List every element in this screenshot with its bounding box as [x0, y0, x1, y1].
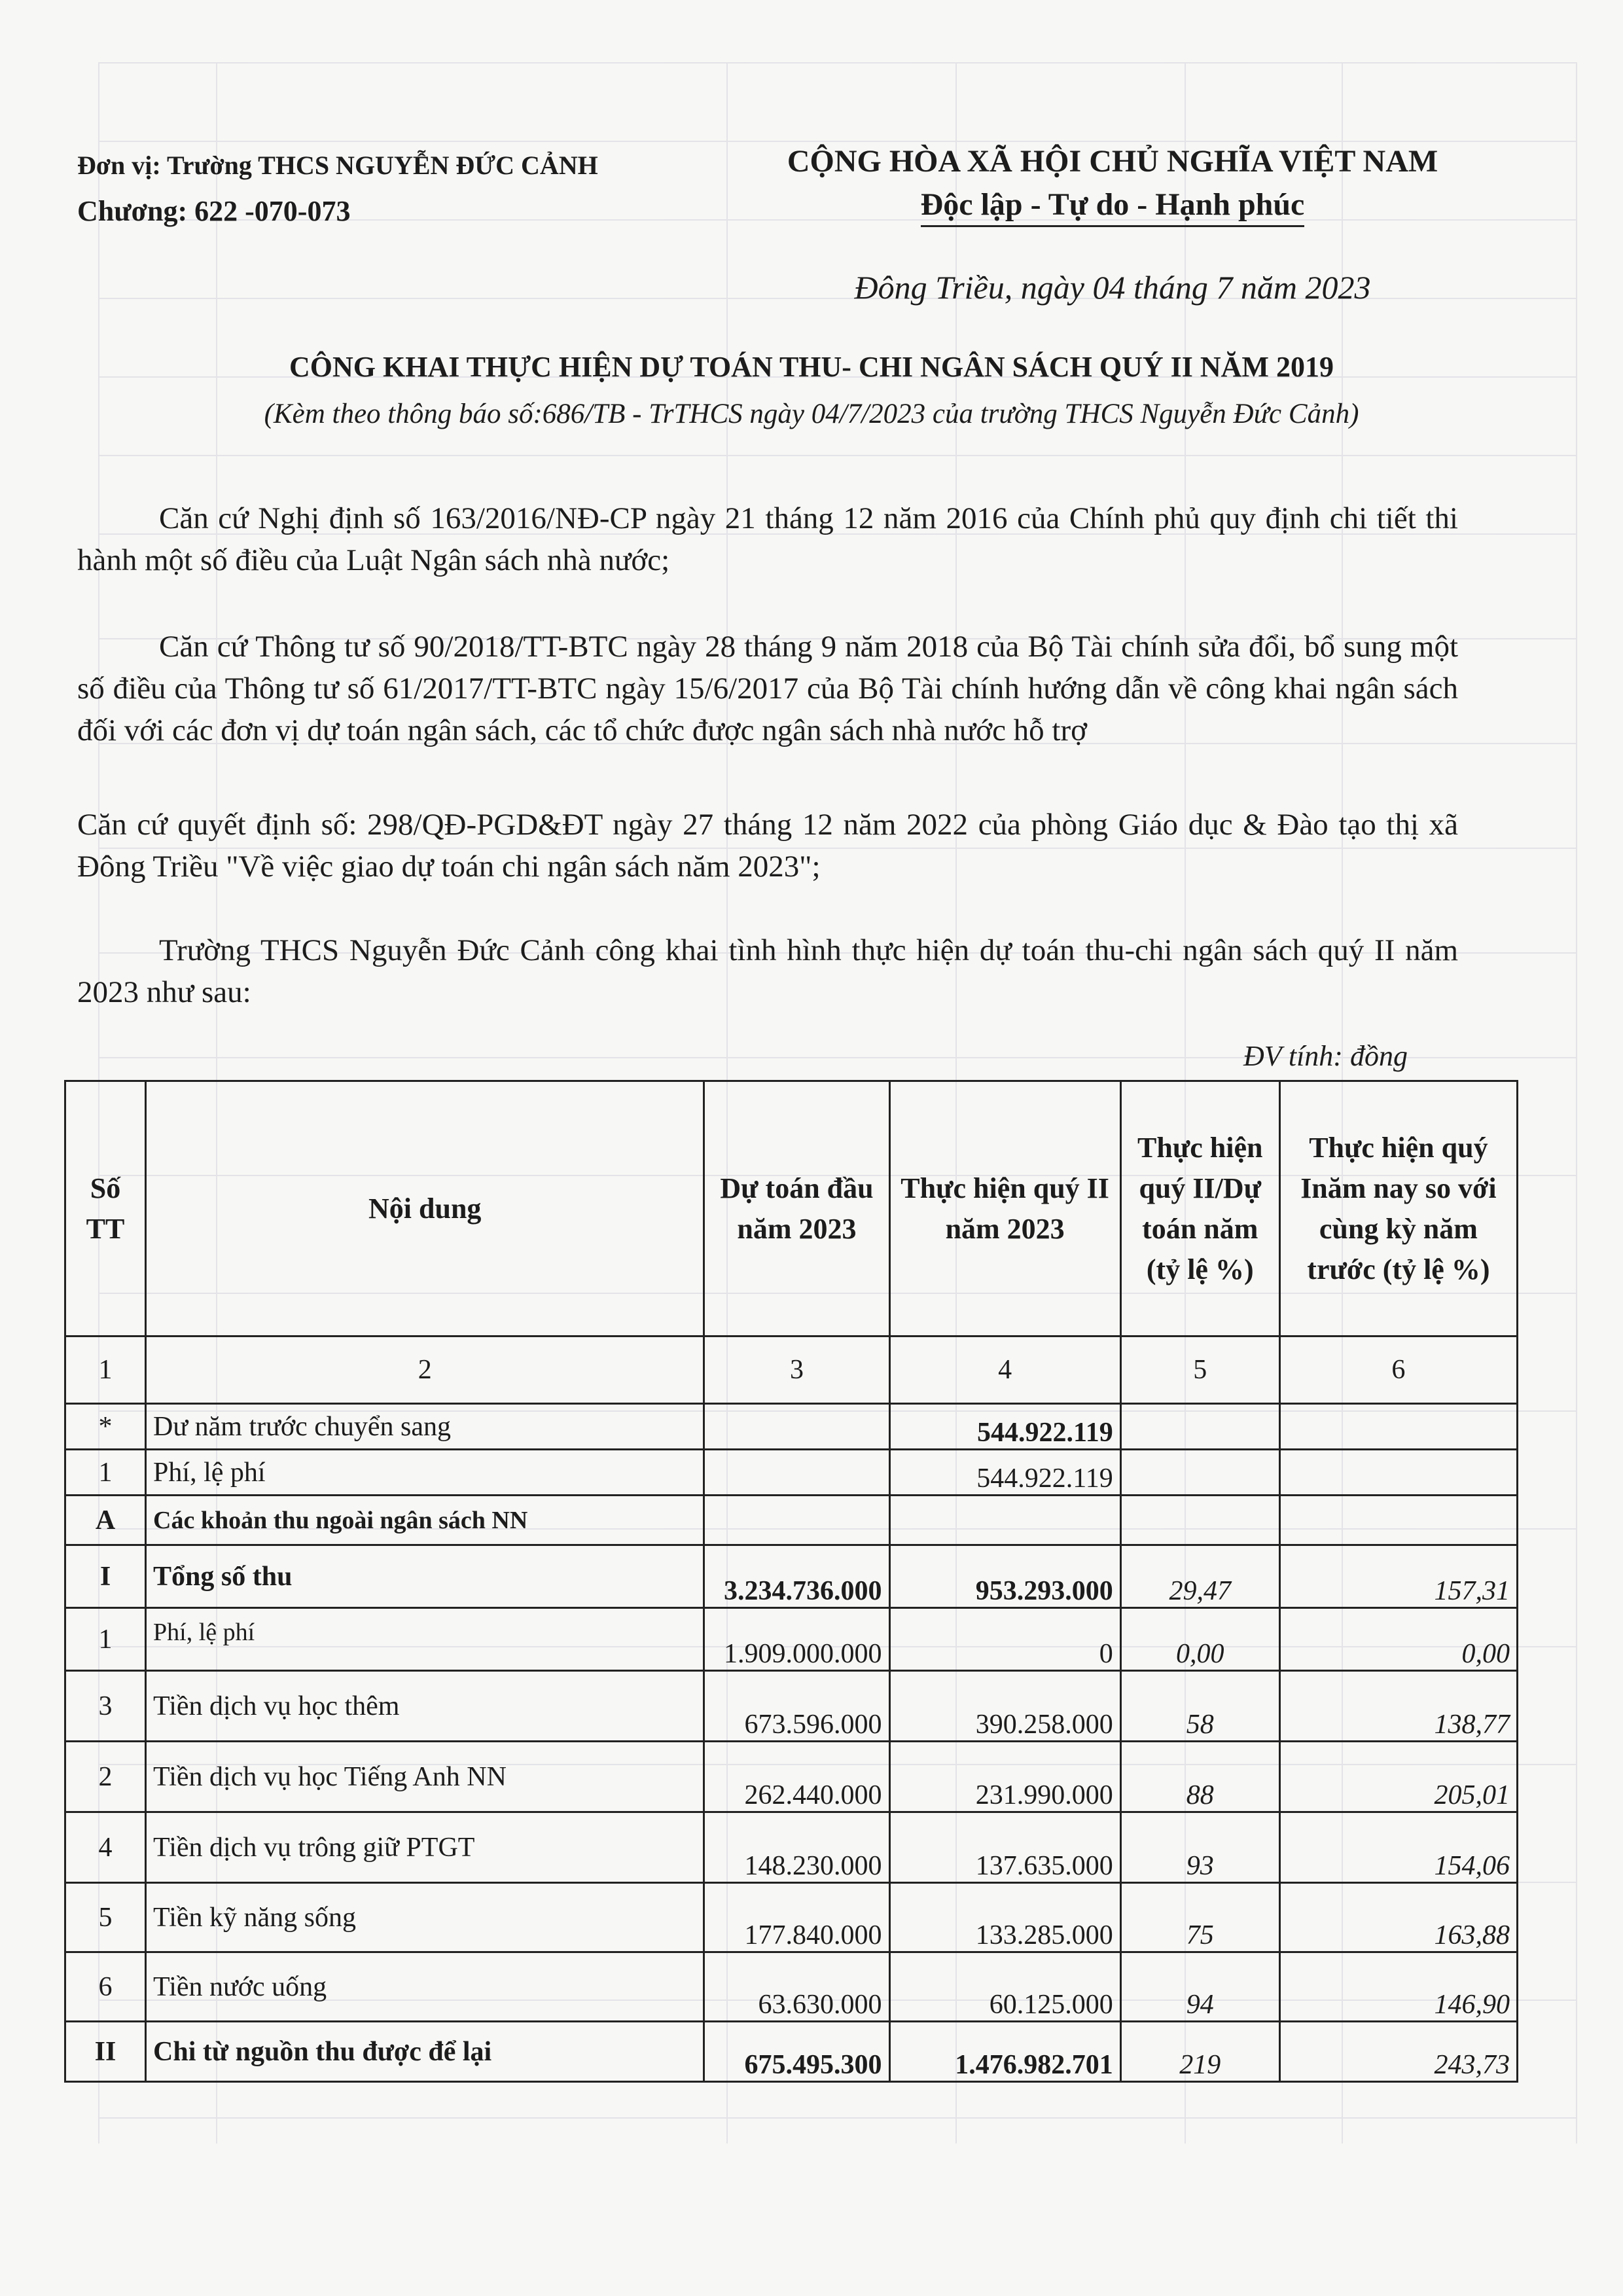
row-stt: 4	[65, 1812, 146, 1883]
row-plan: 1.909.000.000	[704, 1608, 889, 1671]
row-content: Tiền nước uống	[146, 1952, 704, 2022]
row-ratio-prev: 205,01	[1279, 1742, 1517, 1812]
row-plan	[704, 1450, 889, 1496]
row-ratio-plan: 93	[1120, 1812, 1279, 1883]
table-row	[65, 1883, 1518, 1952]
col-number: 2	[146, 1336, 704, 1404]
row-stt: 2	[65, 1742, 146, 1812]
row-actual: 60.125.000	[889, 1952, 1120, 2022]
header-content: Nội dung	[146, 1081, 704, 1336]
row-actual: 133.285.000	[889, 1883, 1120, 1952]
document-date: Đông Triều, ngày 04 tháng 7 năm 2023	[854, 269, 1371, 306]
row-stt: *	[65, 1404, 146, 1450]
row-stt: 5	[65, 1883, 146, 1952]
row-plan	[704, 1404, 889, 1450]
table-row	[65, 1812, 1518, 1883]
row-content: Các khoản thu ngoài ngân sách NN	[146, 1496, 704, 1545]
row-ratio-prev: 154,06	[1279, 1812, 1517, 1883]
row-actual: 544.922.119	[889, 1450, 1120, 1496]
row-stt: I	[65, 1545, 146, 1608]
column-number-row	[65, 1336, 1518, 1404]
row-ratio-prev: 157,31	[1279, 1545, 1517, 1608]
paragraph-1-text: Căn cứ Nghị định số 163/2016/NĐ-CP ngày 21 tháng 12 năm 2016 của Chính phủ quy định chi tiết thi hành một số điều của Luật Ngân sách nhà nước;	[77, 501, 1458, 577]
row-content: Tiền dịch vụ học Tiếng Anh NN	[146, 1742, 704, 1812]
row-actual	[889, 1496, 1120, 1545]
issuer-block	[77, 143, 598, 234]
paragraph-3-text: Căn cứ quyết định số: 298/QĐ-PGD&ĐT ngày 27 tháng 12 năm 2022 của phòng Giáo dục & Đào tạo thị xã Đông Triều "Về việc giao dự toán chi ngân sách năm 2023";	[77, 808, 1458, 884]
currency-unit-note: ĐV tính: đồng	[1243, 1040, 1408, 1072]
row-content: Tiền dịch vụ học thêm	[146, 1671, 704, 1742]
row-ratio-prev: 146,90	[1279, 1952, 1517, 2022]
col-number: 6	[1279, 1336, 1517, 1404]
row-ratio-prev: 243,73	[1279, 2022, 1517, 2082]
row-stt: 3	[65, 1671, 146, 1742]
row-content: Tổng số thu	[146, 1545, 704, 1608]
paragraph-2-text: Căn cứ Thông tư số 90/2018/TT-BTC ngày 28 tháng 9 năm 2018 của Bộ Tài chính sửa đổi, bổ sung một số điều của Thông tư số 61/2017/TT-BTC ngày 15/6/2017 của Bộ Tài chính hướng dẫn về công khai ngân sách đối với các đơn vị dự toán ngân sách, các tổ chức được ngân sách nhà nước hỗ trợ	[77, 630, 1458, 747]
table-row	[65, 1952, 1518, 2022]
document-subtitle: (Kèm theo thông báo số:686/TB - TrTHCS ngày 04/7/2023 của trường THCS Nguyễn Đức Cảnh)	[264, 399, 1359, 429]
row-ratio-plan: 219	[1120, 2022, 1279, 2082]
col-number: 1	[65, 1336, 146, 1404]
row-actual: 137.635.000	[889, 1812, 1120, 1883]
row-stt: 6	[65, 1952, 146, 2022]
header-actual: Thực hiện quý II năm 2023	[889, 1081, 1120, 1336]
paragraph-1	[77, 497, 1458, 581]
row-plan: 63.630.000	[704, 1952, 889, 2022]
table-row	[65, 1671, 1518, 1742]
row-ratio-plan	[1120, 1450, 1279, 1496]
row-plan: 148.230.000	[704, 1812, 889, 1883]
header-ratio-prev: Thực hiện quý Inăm nay so với cùng kỳ năm trước (tỷ lệ %)	[1279, 1081, 1517, 1336]
row-content: Dư năm trước chuyển sang	[146, 1404, 704, 1450]
row-stt: A	[65, 1496, 146, 1545]
row-plan: 3.234.736.000	[704, 1545, 889, 1608]
row-plan	[704, 1496, 889, 1545]
national-motto: Độc lập - Tự do - Hạnh phúc	[921, 185, 1305, 227]
col-number: 3	[704, 1336, 889, 1404]
row-actual: 0	[889, 1608, 1120, 1671]
table-row	[65, 1608, 1518, 1671]
row-ratio-plan: 75	[1120, 1883, 1279, 1952]
row-ratio-plan: 94	[1120, 1952, 1279, 2022]
row-stt: 1	[65, 1450, 146, 1496]
row-actual: 390.258.000	[889, 1671, 1120, 1742]
row-ratio-plan: 88	[1120, 1742, 1279, 1812]
budget-table	[64, 1080, 1518, 2083]
row-ratio-plan: 29,47	[1120, 1545, 1279, 1608]
row-ratio-plan	[1120, 1496, 1279, 1545]
paragraph-4	[77, 929, 1458, 1013]
header-plan: Dự toán đầu năm 2023	[704, 1081, 889, 1336]
national-header	[707, 139, 1518, 235]
table-row	[65, 2022, 1518, 2082]
table-row	[65, 1450, 1518, 1496]
row-content: Tiền kỹ năng sống	[146, 1883, 704, 1952]
row-plan: 177.840.000	[704, 1883, 889, 1952]
table-row	[65, 1404, 1518, 1450]
country-name: CỘNG HÒA XÃ HỘI CHỦ NGHĨA VIỆT NAM	[787, 144, 1438, 179]
table-row	[65, 1545, 1518, 1608]
row-ratio-plan	[1120, 1404, 1279, 1450]
row-actual: 544.922.119	[889, 1404, 1120, 1450]
row-ratio-plan: 58	[1120, 1671, 1279, 1742]
row-ratio-prev	[1279, 1496, 1517, 1545]
document-title: CÔNG KHAI THỰC HIỆN DỰ TOÁN THU- CHI NGÂN SÁCH QUÝ II NĂM 2019	[289, 351, 1334, 383]
paragraph-3	[77, 804, 1458, 888]
table-row	[65, 1496, 1518, 1545]
row-actual: 231.990.000	[889, 1742, 1120, 1812]
row-actual: 1.476.982.701	[889, 2022, 1120, 2082]
col-number: 4	[889, 1336, 1120, 1404]
paragraph-4-text: Trường THCS Nguyễn Đức Cảnh công khai tình hình thực hiện dự toán thu-chi ngân sách quý II năm 2023 như sau:	[77, 933, 1458, 1009]
issuer-chapter: Chương: 622 -070-073	[77, 195, 351, 227]
col-number: 5	[1120, 1336, 1279, 1404]
header-ratio-plan: Thực hiện quý II/Dự toán năm (tỷ lệ %)	[1120, 1081, 1279, 1336]
row-content: Phí, lệ phí	[146, 1608, 704, 1671]
row-stt: II	[65, 2022, 146, 2082]
row-ratio-plan: 0,00	[1120, 1608, 1279, 1671]
row-plan: 675.495.300	[704, 2022, 889, 2082]
header-stt: Số TT	[65, 1081, 146, 1336]
row-actual: 953.293.000	[889, 1545, 1120, 1608]
row-plan: 673.596.000	[704, 1671, 889, 1742]
row-ratio-prev	[1279, 1450, 1517, 1496]
row-content: Tiền dịch vụ trông giữ PTGT	[146, 1812, 704, 1883]
row-ratio-prev	[1279, 1404, 1517, 1450]
paragraph-2	[77, 626, 1458, 751]
row-ratio-prev: 0,00	[1279, 1608, 1517, 1671]
row-ratio-prev: 138,77	[1279, 1671, 1517, 1742]
table-header-row	[65, 1081, 1518, 1336]
row-stt: 1	[65, 1608, 146, 1671]
table-row	[65, 1742, 1518, 1812]
row-content: Phí, lệ phí	[146, 1450, 704, 1496]
row-ratio-prev: 163,88	[1279, 1883, 1517, 1952]
row-plan: 262.440.000	[704, 1742, 889, 1812]
row-content: Chi từ nguồn thu được để lại	[146, 2022, 704, 2082]
issuer-unit: Đơn vị: Trường THCS NGUYỄN ĐỨC CẢNH	[77, 151, 598, 180]
